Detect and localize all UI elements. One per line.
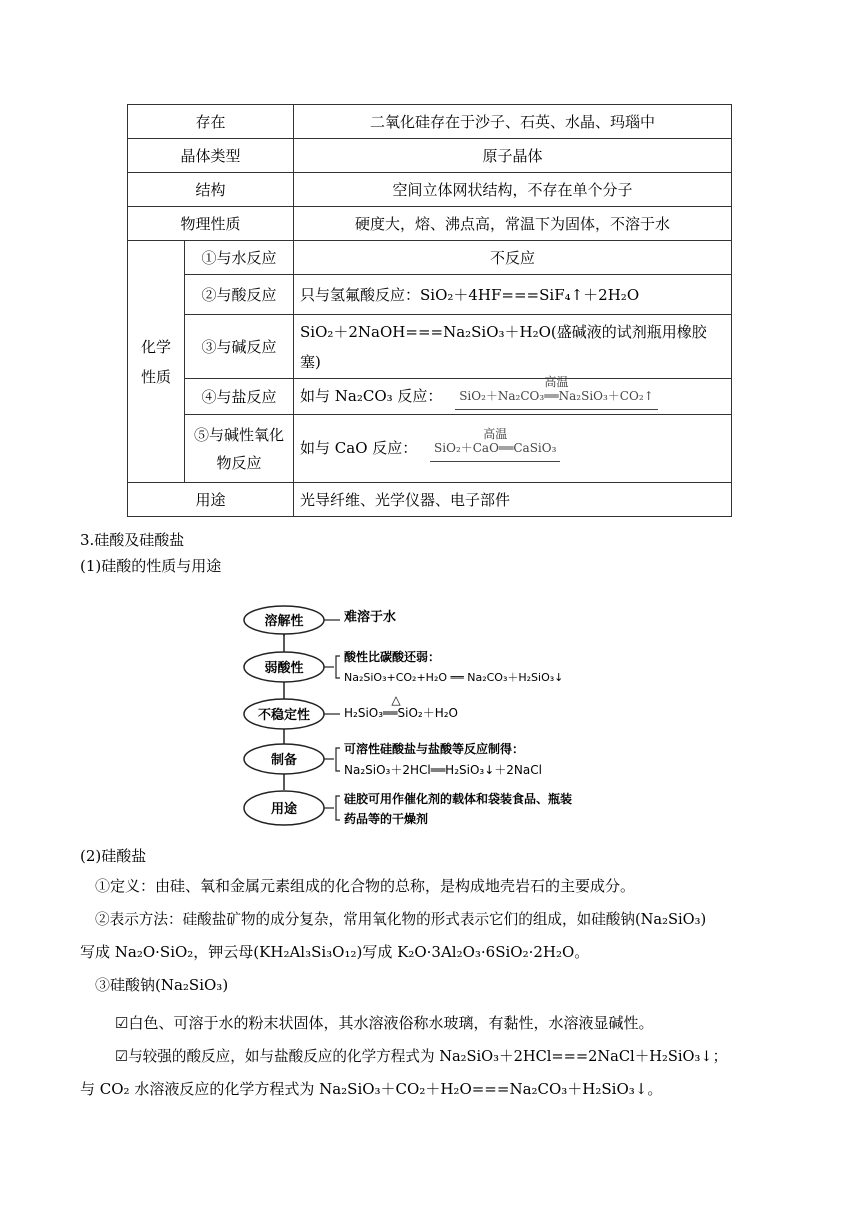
chem-row-label: ⑤与碱性氧化物反应 [185,415,294,483]
silica-properties-table [127,104,732,517]
row-value: 空间立体网状结构，不存在单个分子 [294,173,732,207]
paragraph: 与 CO₂ 水溶液反应的化学方程式为 Na₂SiO₃＋CO₂＋H₂O===Na₂CO₃＋H₂SiO₃↓。 [80,1080,663,1098]
row-value: 二氧化硅存在于沙子、石英、水晶、玛瑙中 [294,105,732,139]
node-solubility [244,606,396,634]
node-preparation [244,741,542,777]
chem-row-value: 不反应 [294,241,732,275]
chem-row-value: 如与 Na₂CO₃ 反应： [300,386,443,405]
row-label: 物理性质 [128,207,294,241]
svg-text:不稳定性: 不稳定性 [257,708,311,723]
node-instability [244,693,458,729]
svg-text:△: △ [391,693,401,707]
reaction-equation: 高温 SiO₂＋CaO══CaSiO₃ [430,435,560,462]
paragraph: ①定义：由硅、氧和金属元素组成的化合物的总称，是构成地壳岩石的主要成分。 [95,877,636,895]
svg-text:Na₂SiO₃+CO₂+H₂O ══ Na₂CO₃＋H₂Si: Na₂SiO₃+CO₂+H₂O ══ Na₂CO₃＋H₂SiO₃↓ [344,671,564,684]
svg-text:Na₂SiO₃＋2HCl══H₂SiO₃↓＋2NaCl: Na₂SiO₃＋2HCl══H₂SiO₃↓＋2NaCl [344,763,542,777]
subsection-title: (1)硅酸的性质与用途 [80,557,222,575]
paragraph: ②表示方法：硅酸盐矿物的成分复杂，常用氧化物的形式表示它们的组成，如硅酸钠(Na₂SiO₃) [95,911,707,928]
svg-text:弱酸性: 弱酸性 [264,661,304,676]
row-label: 用途 [128,483,294,517]
row-label: 存在 [128,105,294,139]
row-label: 晶体类型 [128,139,294,173]
subsection-title: (2)硅酸盐 [80,847,147,865]
svg-text:制备: 制备 [270,753,298,768]
chem-row-value: 如与 CaO 反应： [300,438,418,457]
svg-text:药品等的干燥剂: 药品等的干燥剂 [344,812,429,826]
row-value: 硬度大，熔、沸点高，常温下为固体，不溶于水 [294,207,732,241]
chem-row-label: ①与水反应 [185,241,294,275]
paragraph: 写成 Na₂O·SiO₂，钾云母(KH₂Al₃Si₃O₁₂)写成 K₂O·3Al₂O₃·6SiO₂·2H₂O。 [80,943,590,961]
chem-group-label: 化学性质 [128,241,185,483]
svg-text:硅胶可用作催化剂的载体和袋装食品、瓶装: 硅胶可用作催化剂的载体和袋装食品、瓶装 [344,792,573,806]
svg-text:溶解性: 溶解性 [264,614,304,629]
chem-row-label: ④与盐反应 [185,379,294,415]
chem-row-value-cell [294,375,732,415]
chem-row-value-cell [294,415,732,483]
row-value: 光导纤维、光学仪器、电子部件 [294,483,732,517]
svg-text:酸性比碳酸还弱：: 酸性比碳酸还弱： [344,650,441,664]
silicic-acid-diagram [240,596,660,836]
chem-row-label: ③与碱反应 [185,315,294,379]
chem-row-label: ②与酸反应 [185,275,294,315]
svg-text:可溶性硅酸盐与盐酸等反应制得：: 可溶性硅酸盐与盐酸等反应制得： [344,742,525,756]
svg-text:用途: 用途 [270,802,298,817]
svg-text:H₂SiO₃══SiO₂＋H₂O: H₂SiO₃══SiO₂＋H₂O [344,706,458,720]
node-weak-acidity [244,649,563,684]
paragraph: ☑与较强的酸反应，如与盐酸反应的化学方程式为 Na₂SiO₃＋2HCl===2NaCl＋H₂SiO₃↓； [115,1048,728,1065]
paragraph: ☑白色、可溶于水的粉末状固体，其水溶液俗称水玻璃，有黏性，水溶液显碱性。 [115,1014,654,1032]
reaction-condition: 高温 [544,375,569,390]
paragraph: ③硅酸钠(Na₂SiO₃) [95,976,229,994]
row-label: 结构 [128,173,294,207]
reaction-equation: 高温 SiO₂＋Na₂CO₃══Na₂SiO₃＋CO₂↑ [455,383,658,410]
chem-row-value: 只与氢氟酸反应：SiO₂＋4HF===SiF₄↑＋2H₂O [294,275,732,315]
node-uses [244,791,572,826]
chem-row-value: SiO₂＋2NaOH===Na₂SiO₃＋H₂O(盛碱液的试剂瓶用橡胶塞) [294,315,732,379]
svg-text:难溶于水: 难溶于水 [344,610,397,625]
section-title: 3.硅酸及硅酸盐 [80,531,185,549]
reaction-condition: 高温 [483,427,508,442]
row-value: 原子晶体 [294,139,732,173]
